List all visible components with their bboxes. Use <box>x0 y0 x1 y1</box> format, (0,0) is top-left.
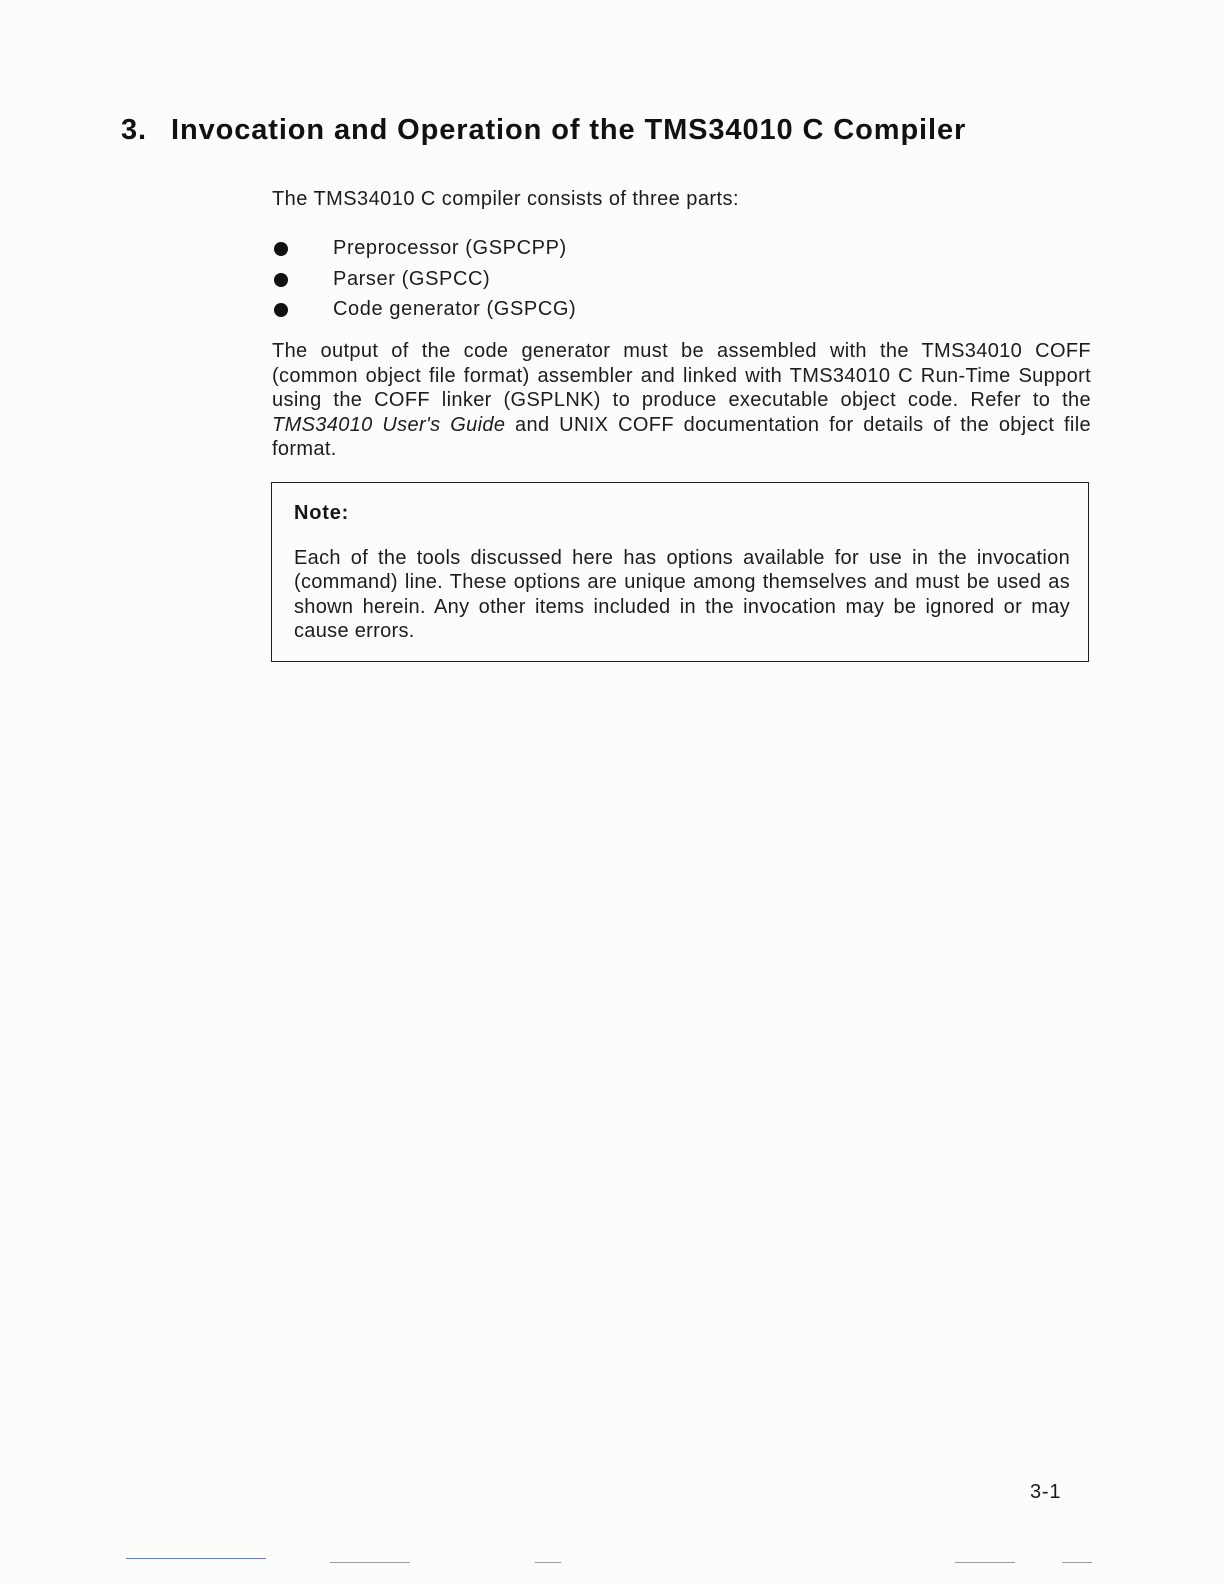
list-item-label: Code generator (GSPCG) <box>333 298 577 320</box>
bullet-icon <box>274 303 288 317</box>
bullet-icon <box>274 273 288 287</box>
page-number: 3-1 <box>1030 1481 1062 1503</box>
paragraph-text-start: The output of the code generator must be assembled with the TMS34010 COFF (common object file format) assembler and linked with TMS34010 C Run-Time Support using the COFF linker (GSPLNK) to produce executable object code. Refer to the <box>272 340 1091 411</box>
note-title: Note: <box>294 502 350 524</box>
bullet-icon <box>274 242 288 256</box>
chapter-heading <box>121 114 966 147</box>
note-text: Each of the tools discussed here has options available for use in the invocation (command) line. These options are unique among themselves and must be used as shown herein. Any other items included in the invocation may be ignored or may cause errors. <box>294 547 1070 643</box>
chapter-number: 3. <box>121 114 147 146</box>
scan-artifact-line <box>1062 1562 1092 1563</box>
paragraph-text-end: and UNIX COFF documentation for details of the object file format. <box>272 413 1091 460</box>
scan-artifact-line <box>126 1558 266 1559</box>
list-item-label: Parser (GSPCC) <box>333 267 491 290</box>
chapter-title: Invocation and Operation of the TMS34010 C Compiler <box>171 114 967 146</box>
list-item-label: Preprocessor (GSPCPP) <box>333 237 567 259</box>
intro-text: The TMS34010 C compiler consists of three parts: <box>272 188 739 210</box>
body-paragraph <box>272 339 1091 462</box>
scan-artifact-line <box>330 1562 410 1563</box>
note-box <box>271 482 1089 662</box>
scan-artifact-line <box>955 1562 1015 1563</box>
scan-artifact-line <box>535 1562 561 1563</box>
reference-title: TMS34010 User's Guide <box>272 413 506 436</box>
